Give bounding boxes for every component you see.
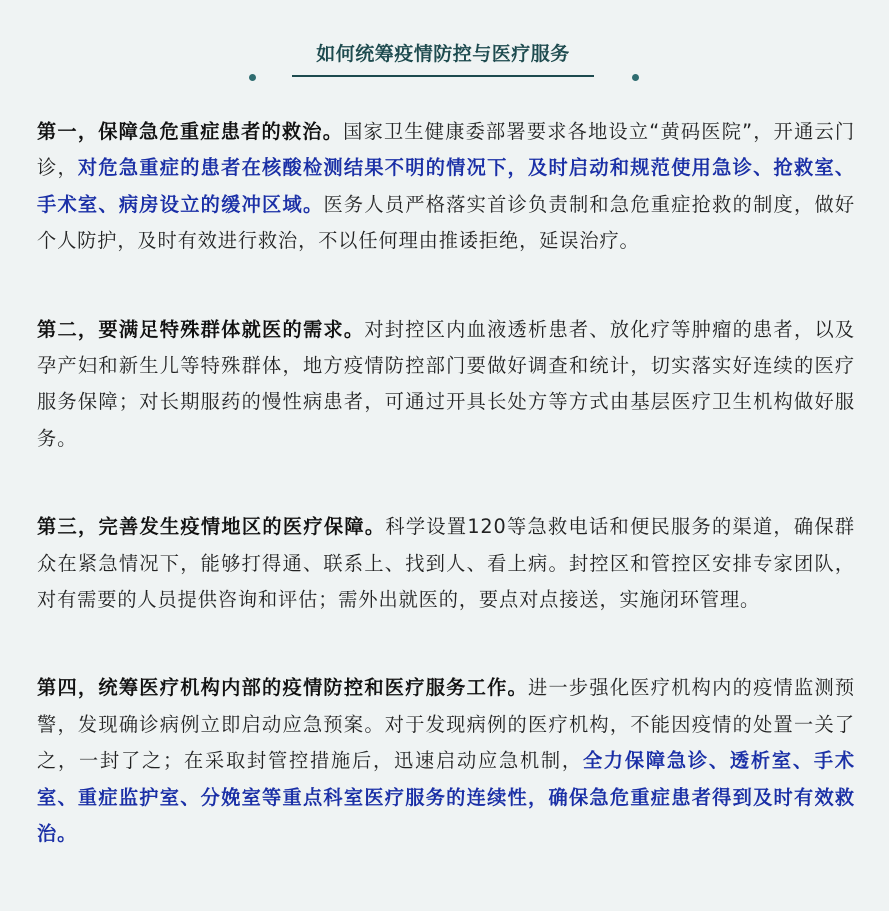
article-title: 如何统筹疫情防控与医疗服务 — [316, 43, 570, 65]
paragraph-text: 医务人员严格落实首诊负责制和急危重症抢救的制度，做好个人防护，及时有效进行救治，不以任何理由推诿拒绝，延误治疗。 — [37, 192, 855, 253]
paragraph-lead: 第一，保障急危重症患者的救治。 — [37, 120, 344, 143]
paragraph-4 — [37, 670, 855, 852]
paragraph-3 — [37, 509, 855, 618]
decorative-dot-right — [632, 74, 639, 81]
paragraph-text: 科学设置120等急救电话和便民服务的渠道，确保群众在紧急情况下，能够打得通、联系上、找到人、看上病。封控区和管控区安排专家团队，对有需要的人员提供咨询和评估；需外出就医的，要点对点接送，实施闭环管理。 — [37, 515, 855, 612]
paragraph-lead: 第四，统筹医疗机构内部的疫情防控和医疗服务工作。 — [37, 676, 529, 700]
paragraph-lead: 第二，要满足特殊群体就医的需求。 — [37, 317, 365, 341]
paragraph-2 — [37, 312, 855, 458]
paragraph-highlight: 全力保障急诊、透析室、手术室、重症监护室、分娩室等重点科室医疗服务的连续性，确保急危重症患者得到及时有效救治。 — [37, 749, 855, 846]
paragraph-text: 国家卫生健康委部署要求各地设立“黄码医院”，开通云门诊， — [37, 120, 856, 180]
paragraph-text: 进一步强化医疗机构内的疫情监测预警，发现确诊病例立即启动应急预案。对于发现病例的医疗机构，不能因疫情的处置一关了之，一封了之；在采取封管控措施后，迅速启动应急机制， — [37, 676, 855, 773]
decorative-dot-left — [249, 74, 256, 81]
paragraph-1 — [37, 114, 855, 260]
article-header — [0, 38, 889, 88]
paragraph-lead: 第三，完善发生疫情地区的医疗保障。 — [37, 515, 386, 539]
article-body — [37, 114, 855, 905]
paragraph-text: 对封控区内血液透析患者、放化疗等肿瘤的患者，以及孕产妇和新生儿等特殊群体，地方疫情防控部门要做好调查和统计，切实落实好连续的医疗服务保障；对长期服药的慢性病患者，可通过开具长处方等方式由基层医疗卫生机构做好服务。 — [37, 317, 855, 450]
title-underline — [292, 75, 594, 77]
paragraph-highlight: 对危急重症的患者在核酸检测结果不明的情况下，及时启动和规范使用急诊、抢救室、手术室、病房设立的缓冲区域。 — [37, 156, 855, 216]
